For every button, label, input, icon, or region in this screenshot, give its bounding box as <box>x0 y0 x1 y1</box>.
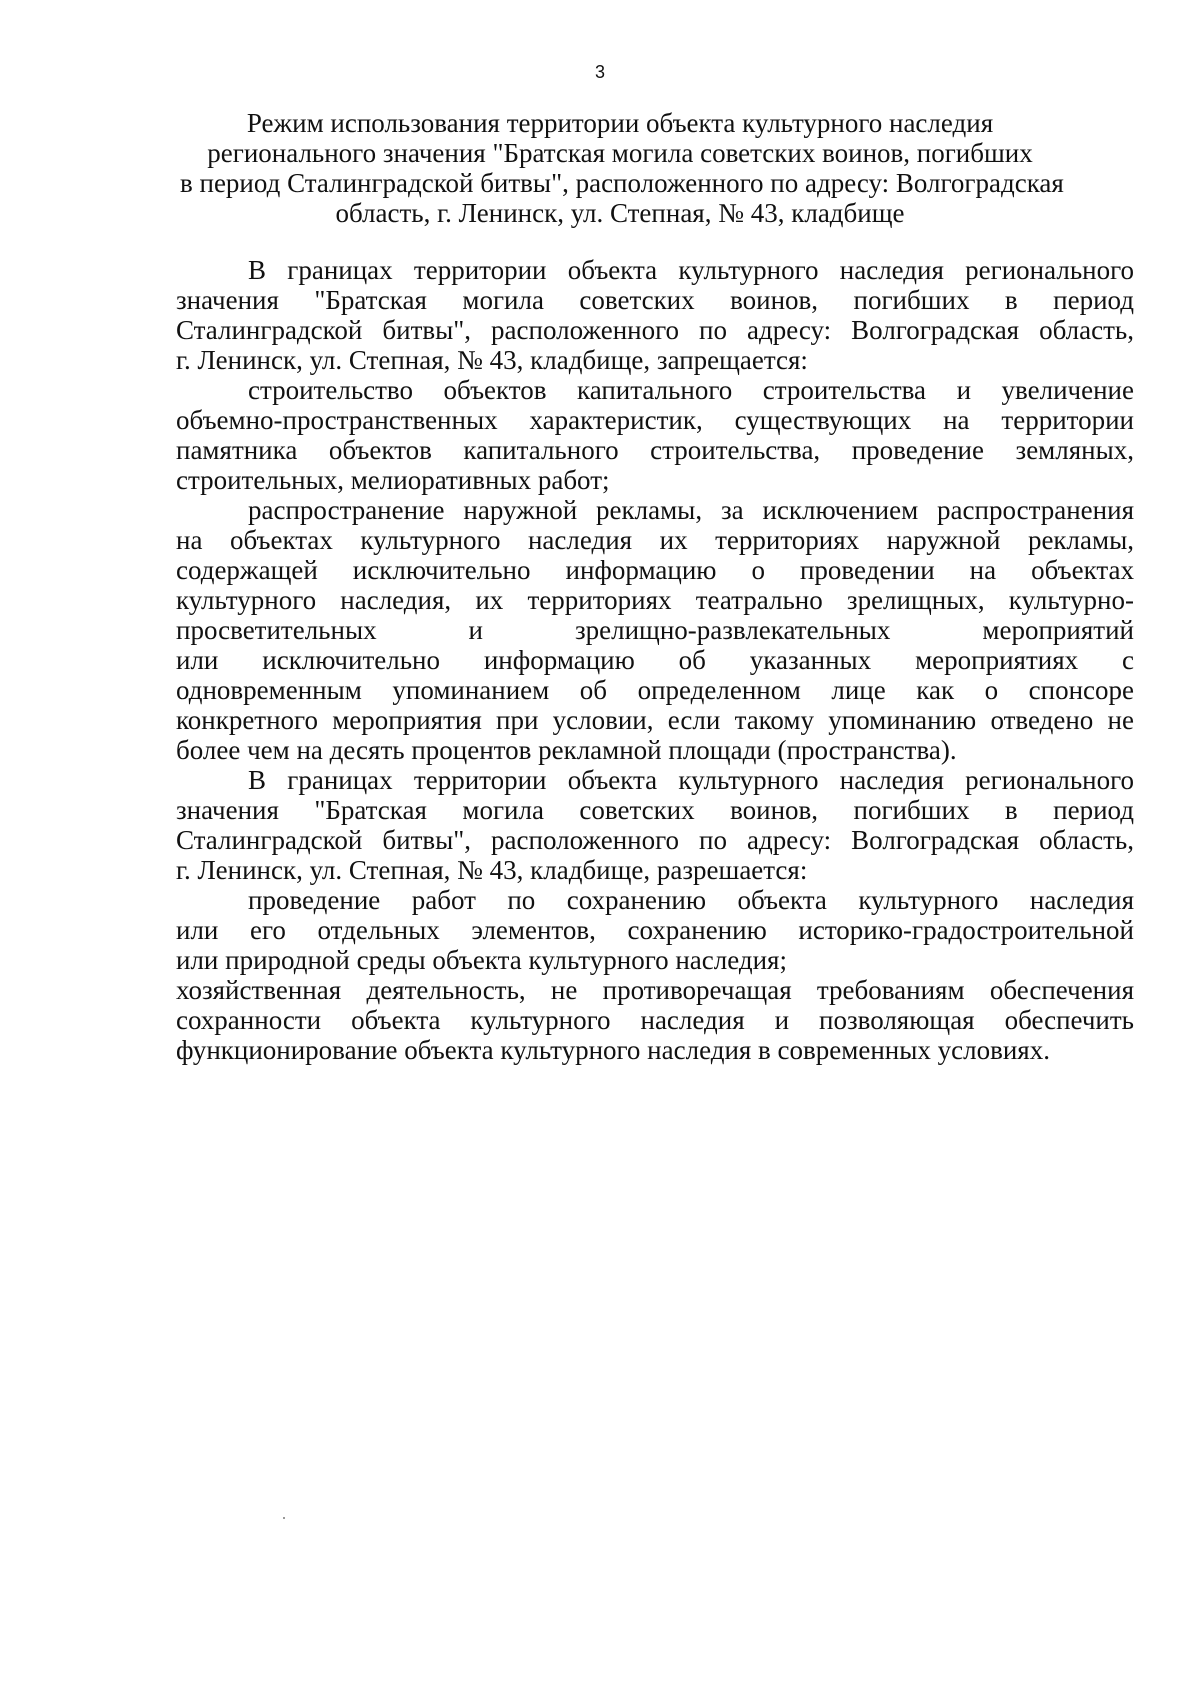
text-line: Сталинградской битвы", расположенного по адресу: Волгоградская область, <box>176 825 1134 855</box>
paragraph-advertising <box>176 495 1134 765</box>
text-line: содержащей исключительно информацию о проведении на объектах <box>176 555 1134 585</box>
text-line: проведение работ по сохранению объекта культурного наследия <box>248 885 1134 915</box>
text-line: В границах территории объекта культурного наследия регионального <box>248 255 1134 285</box>
paragraph-economic-activity <box>176 975 1134 1065</box>
text-line: строительство объектов капитального строительства и увеличение <box>248 375 1134 405</box>
text-line: Сталинградской битвы", расположенного по адресу: Волгоградская область, <box>176 315 1134 345</box>
text-line: хозяйственная деятельность, не противоречащая требованиям обеспечения <box>176 975 1134 1005</box>
paragraph-construction <box>176 375 1134 495</box>
text-line: значения "Братская могила советских воинов, погибших в период <box>176 795 1134 825</box>
text-line: памятника объектов капитального строительства, проведение земляных, <box>176 435 1134 465</box>
paragraph-preservation-works <box>176 885 1134 975</box>
text-line: г. Ленинск, ул. Степная, № 43, кладбище, разрешается: <box>176 855 808 885</box>
document-body <box>176 255 1134 1065</box>
page-number: 3 <box>594 62 605 82</box>
title-line: регионального значения "Братская могила советских воинов, погибших <box>207 138 1033 168</box>
text-line: или исключительно информацию об указанных мероприятиях с <box>176 645 1134 675</box>
text-line: В границах территории объекта культурного наследия регионального <box>248 765 1134 795</box>
paragraph-permitted-intro <box>176 765 1134 885</box>
text-line: конкретного мероприятия при условии, если такому упоминанию отведено не <box>176 705 1134 735</box>
text-line: на объектах культурного наследия их территориях наружной рекламы, <box>176 525 1134 555</box>
text-line: г. Ленинск, ул. Степная, № 43, кладбище, запрещается: <box>176 345 808 375</box>
document-title <box>180 108 1064 228</box>
text-line: или его отдельных элементов, сохранению историко-градостроительной <box>176 915 1134 945</box>
text-line: сохранности объекта культурного наследия и позволяющая обеспечить <box>176 1005 1134 1035</box>
text-line: или природной среды объекта культурного наследия; <box>176 945 787 975</box>
paragraph-prohibited-intro <box>176 255 1134 375</box>
title-line: в период Сталинградской битвы", расположенного по адресу: Волгоградская <box>180 168 1064 198</box>
text-line: одновременным упоминанием об определенном лице как о спонсоре <box>176 675 1134 705</box>
text-line: строительных, мелиоративных работ; <box>176 465 610 495</box>
text-line: более чем на десять процентов рекламной площади (пространства). <box>176 735 957 765</box>
text-line: культурного наследия, их территориях театрально зрелищных, культурно- <box>176 585 1134 615</box>
text-line: значения "Братская могила советских воинов, погибших в период <box>176 285 1134 315</box>
title-line: Режим использования территории объекта культурного наследия <box>246 108 994 138</box>
text-line: объемно-пространственных характеристик, существующих на территории <box>176 405 1134 435</box>
text-line: просветительных и зрелищно-развлекательных мероприятий <box>176 615 1134 645</box>
text-line: распространение наружной рекламы, за исключением распространения <box>248 495 1134 525</box>
scan-speck <box>283 1517 285 1519</box>
title-line: область, г. Ленинск, ул. Степная, № 43, кладбище <box>335 198 905 228</box>
text-line: функционирование объекта культурного наследия в современных условиях. <box>176 1035 1050 1065</box>
